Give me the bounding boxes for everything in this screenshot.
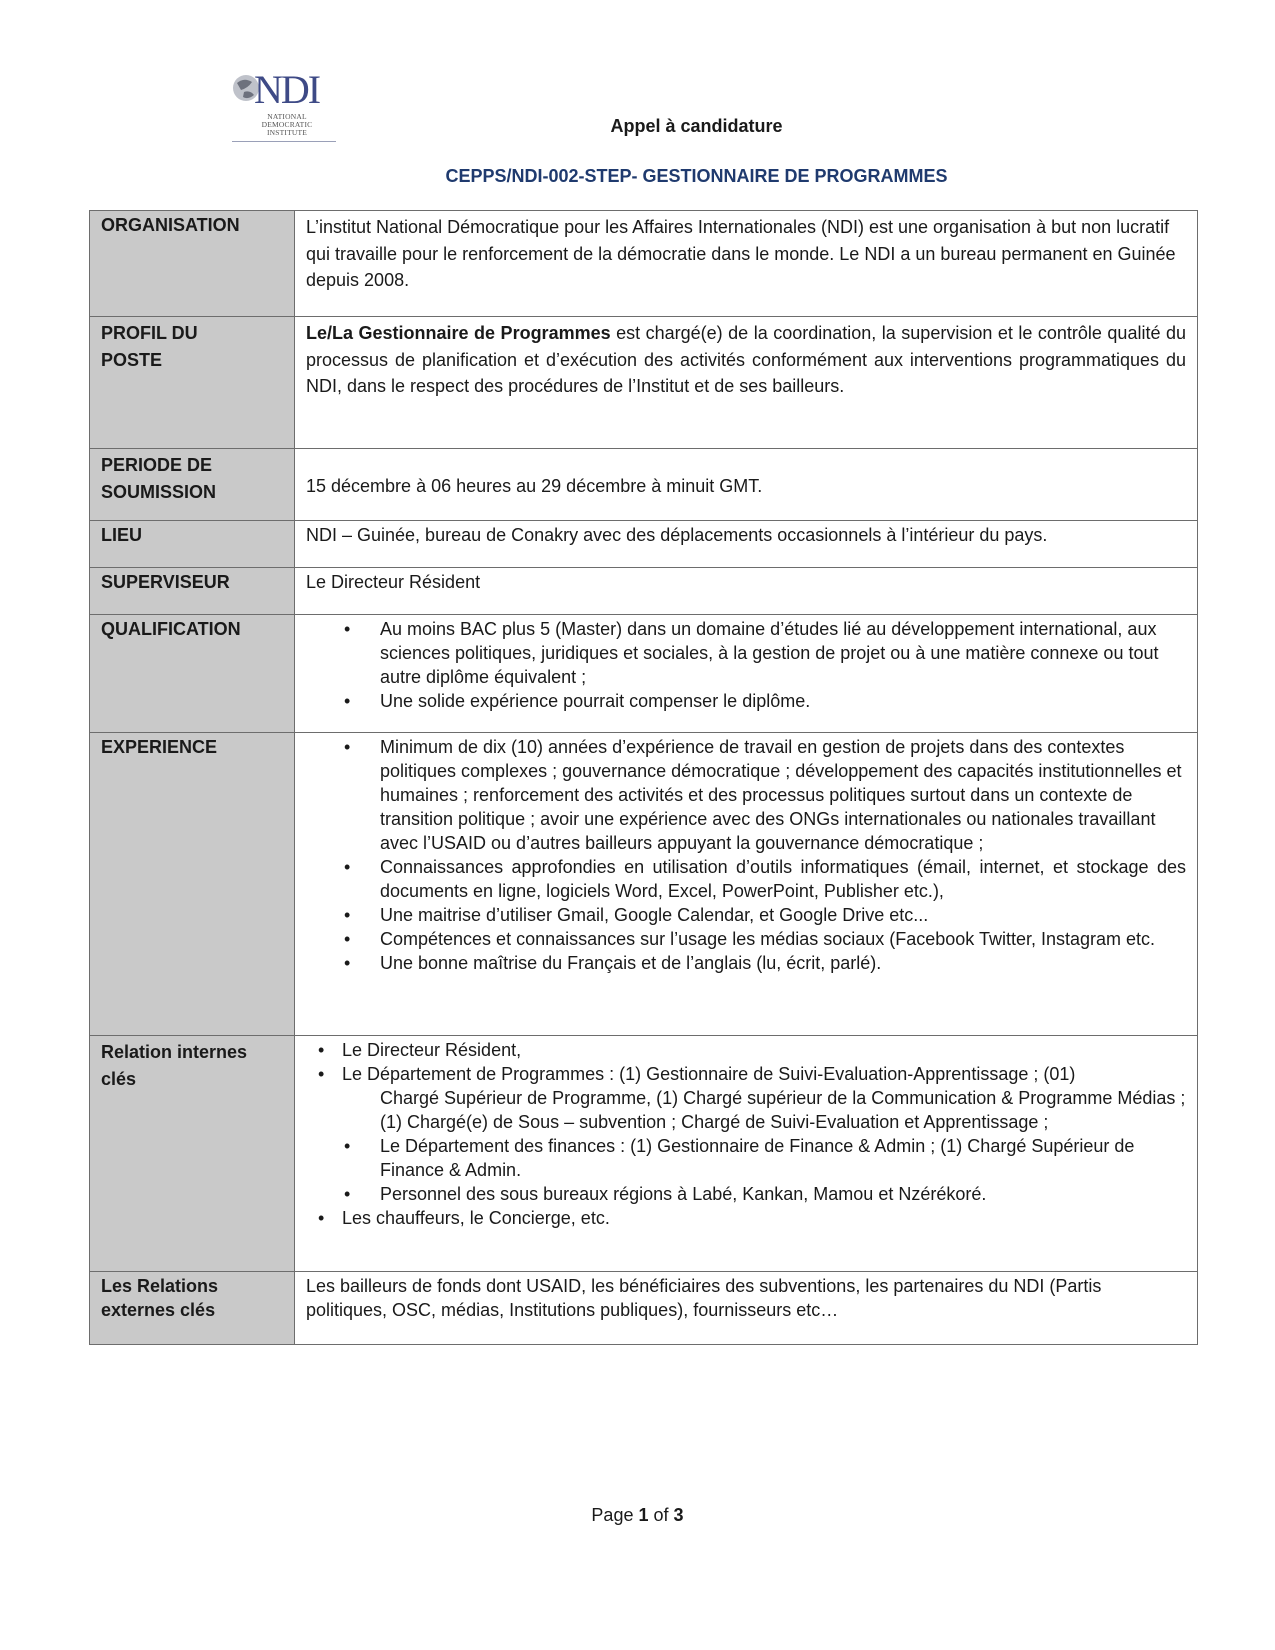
profil-text: Le/La Gestionnaire de Programmes est chargé(e) de la coordination, la supervision et le contrôle qualité du processus de planification et d’exécution des activités conformément aux interventions programmatiques du NDI, dans le respect des procédures de l’Institut et de ses bailleurs. xyxy=(295,317,1198,449)
relations-externes-text: Les bailleurs de fonds dont USAID, les bénéficiaires des subventions, les partenaires du NDI (Partis politiques, OSC, médias, Institutions publiques), fournisseurs etc… xyxy=(295,1272,1198,1345)
list-item: • Le Département de Programmes : (1) Gestionnaire de Suivi-Evaluation-Apprentissage ; (01) Chargé Supérieur de Programme, (1) Chargé supérieur de la Communication & Programme Médias ; (1) Chargé(e) de Sous – subvention ; Chargé de Suivi-Evaluation et Apprentissage ; xyxy=(306,1062,1186,1134)
row-relations-internes xyxy=(90,1036,1198,1272)
list-item: • Une solide expérience pourrait compenser le diplôme. xyxy=(306,689,1186,713)
list-item: • Une bonne maîtrise du Français et de l’anglais (lu, écrit, parlé). xyxy=(306,951,1186,975)
label-experience: EXPERIENCE xyxy=(90,733,295,1036)
label-lieu: LIEU xyxy=(90,521,295,568)
row-superviseur xyxy=(90,568,1198,615)
page-number: Page 1 of 3 xyxy=(591,1505,684,1525)
list-item: • Le Directeur Résident, xyxy=(306,1038,1186,1062)
list-item: • Minimum de dix (10) années d’expérience de travail en gestion de projets dans des contextes politiques complexes ; gouvernance démocratique ; développement des capacités institutionnelles et humaines ; renforcement des activités et des processus politiques surtout dans un contexte de transition politique ; avoir une expérience avec des ONGs internationales ou nationales travaillant avec l’USAID ou d’autres bailleurs appuyant la gouvernance démocratique ; xyxy=(306,735,1186,855)
periode-dates: 15 décembre à 06 heures au 29 décembre à minuit GMT. xyxy=(295,449,1198,521)
row-experience xyxy=(90,733,1198,1036)
list-item: • Une maitrise d’utiliser Gmail, Google Calendar, et Google Drive etc... xyxy=(306,903,1186,927)
profil-bold-lead: Le/La Gestionnaire de Programmes xyxy=(306,323,611,343)
list-item: • Les chauffeurs, le Concierge, etc. xyxy=(306,1206,1186,1230)
label-relations-externes: Les Relations externes clés xyxy=(90,1272,295,1345)
superviseur-text: Le Directeur Résident xyxy=(295,568,1198,615)
ndi-logo xyxy=(232,68,342,152)
experience-list xyxy=(295,733,1198,1036)
row-organisation xyxy=(90,211,1198,317)
list-item: • Connaissances approfondies en utilisation d’outils informatiques (émail, internet, et stockage des documents en ligne, logiciels Word, Excel, PowerPoint, Publisher etc.), xyxy=(306,855,1186,903)
logo-divider xyxy=(232,141,336,142)
document-title: Appel à candidature xyxy=(610,116,783,136)
label-periode: PERIODE DE SOUMISSION xyxy=(90,449,295,521)
row-periode xyxy=(90,449,1198,521)
label-organisation: ORGANISATION xyxy=(90,211,295,317)
label-qualification: QUALIFICATION xyxy=(90,615,295,733)
label-relations-internes: Relation internes clés xyxy=(90,1036,295,1272)
list-item: • Personnel des sous bureaux régions à Labé, Kankan, Mamou et Nzérékoré. xyxy=(306,1182,1186,1206)
list-item: • Compétences et connaissances sur l’usage les médias sociaux (Facebook Twitter, Instagram etc. xyxy=(306,927,1186,951)
organisation-text: L’institut National Démocratique pour les Affaires Internationales (NDI) est une organisation à but non lucratif qui travaille pour le renforcement de la démocratie dans le monde. Le NDI a un bureau permanent en Guinée depuis 2008. xyxy=(295,211,1198,317)
lieu-text: NDI – Guinée, bureau de Conakry avec des déplacements occasionnels à l’intérieur du pays. xyxy=(295,521,1198,568)
label-profil: PROFIL DU POSTE xyxy=(90,317,295,449)
label-superviseur: SUPERVISEUR xyxy=(90,568,295,615)
logo-subtitle: NATIONAL DEMOCRATIC INSTITUTE xyxy=(261,112,313,137)
list-item: • Au moins BAC plus 5 (Master) dans un domaine d’études lié au développement international, aux sciences politiques, juridiques et sociales, à la gestion de projet ou à une matière connexe ou tout autre diplôme équivalent ; xyxy=(306,617,1186,689)
qualification-list xyxy=(295,615,1198,733)
row-relations-externes xyxy=(90,1272,1198,1345)
row-profil xyxy=(90,317,1198,449)
row-lieu xyxy=(90,521,1198,568)
document-reference: CEPPS/NDI-002-STEP- GESTIONNAIRE DE PROGRAMMES xyxy=(445,166,948,186)
logo-wordmark: NDI xyxy=(254,67,320,112)
row-qualification xyxy=(90,615,1198,733)
job-posting-table xyxy=(89,210,1198,1345)
relations-internes-list xyxy=(295,1036,1198,1272)
list-item: • Le Département des finances : (1) Gestionnaire de Finance & Admin ; (1) Chargé Supérieur de Finance & Admin. xyxy=(306,1134,1186,1182)
